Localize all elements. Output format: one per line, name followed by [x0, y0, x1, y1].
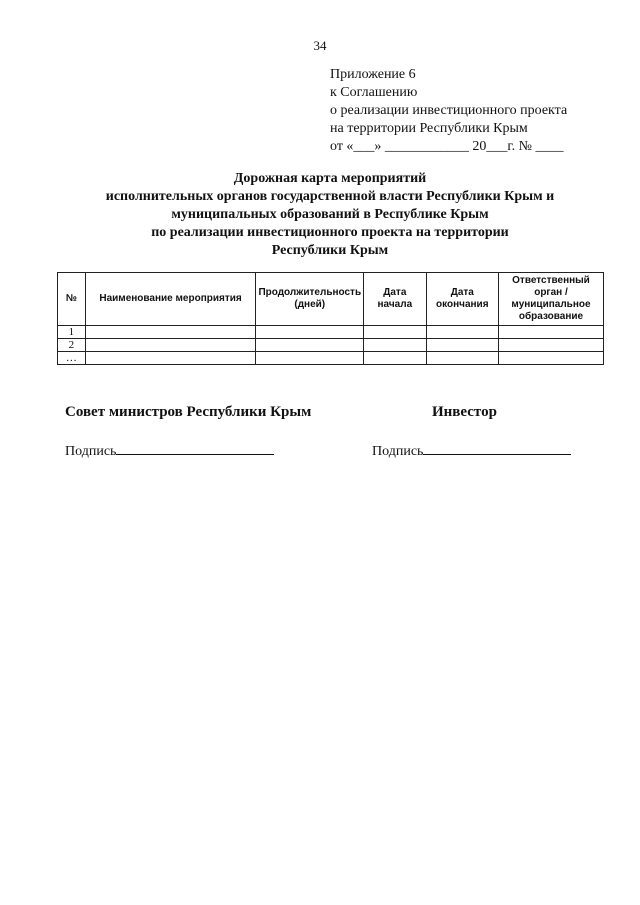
table-cell [85, 326, 256, 339]
row-number: 2 [58, 339, 86, 352]
table-row [58, 326, 604, 339]
appendix-line: о реализации инвестиционного проекта [330, 103, 568, 118]
left-signature-field [65, 442, 274, 460]
page-number: 34 [313, 38, 327, 53]
appendix-block [330, 66, 567, 156]
table-cell [498, 339, 603, 352]
table-row [58, 339, 604, 352]
header-event-name: Наименование мероприятия [85, 273, 256, 326]
right-signature-field [372, 442, 571, 460]
title-line: Дорожная карта мероприятий [233, 171, 427, 186]
table-cell [426, 326, 498, 339]
table-cell [256, 352, 364, 365]
table-cell [85, 339, 256, 352]
table-cell [364, 326, 426, 339]
table-cell [256, 326, 364, 339]
signature-line [423, 442, 571, 455]
header-duration: Продолжительность (дней) [256, 273, 364, 326]
header-end-date: Дата окончания [426, 273, 498, 326]
right-party-label: Инвестор [432, 404, 497, 420]
header-number: № [58, 273, 86, 326]
table-cell [85, 352, 256, 365]
appendix-line: на территории Республики Крым [330, 121, 528, 136]
table-cell [256, 339, 364, 352]
document-title [40, 170, 620, 260]
table-row [58, 352, 604, 365]
roadmap-table [57, 272, 604, 365]
table-cell [426, 352, 498, 365]
table-cell [364, 339, 426, 352]
table-cell [364, 352, 426, 365]
table-header-row [58, 273, 604, 326]
signature-label: Подпись [65, 444, 117, 459]
left-party-label: Совет министров Республики Крым [65, 404, 312, 420]
table-cell [426, 339, 498, 352]
table-cell [498, 326, 603, 339]
table-cell [498, 352, 603, 365]
title-line: исполнительных органов государственной власти Республики Крым и [105, 189, 555, 204]
appendix-line: Приложение 6 [330, 67, 416, 82]
header-responsible: Ответственный орган / муниципальное образование [498, 273, 603, 326]
header-start-date: Дата начала [364, 273, 426, 326]
row-number: 1 [58, 326, 86, 339]
title-line: муниципальных образований в Республике Крым [171, 207, 489, 222]
row-number: … [58, 352, 86, 365]
title-line: Республики Крым [271, 243, 389, 258]
title-line: по реализации инвестиционного проекта на территории [151, 225, 509, 240]
signature-line [116, 442, 274, 455]
appendix-line: к Соглашению [330, 85, 418, 100]
appendix-line: от «___» ____________ 20___г. № ____ [330, 139, 564, 154]
signature-label: Подпись [372, 444, 424, 459]
